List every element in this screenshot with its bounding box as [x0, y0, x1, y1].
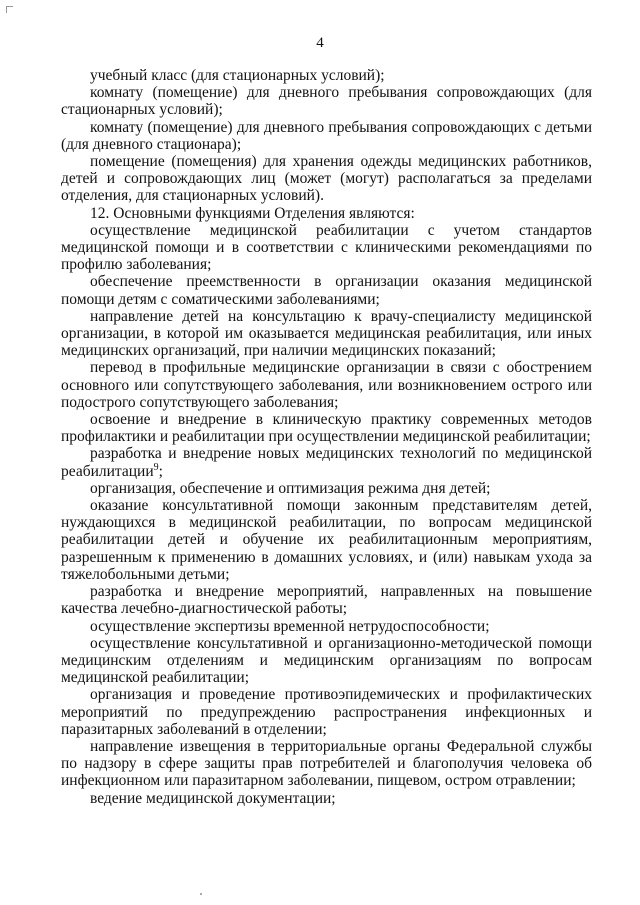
paragraph-with-footnote [61, 445, 592, 479]
paragraph: направление извещения в территориальные органы Федеральной службы по надзору в сфере защиты прав потребителей и благополучия человека об инфекционном или паразитарном заболевании, пищевом, остром отравлении; [61, 737, 592, 790]
paragraph: осуществление консультативной и организационно-методической помощи медицинским отделениям и медицинским организациям по вопросам медицинской реабилитации; [61, 634, 592, 687]
scan-corner-mark [6, 6, 13, 13]
paragraph: осуществление медицинской реабилитации с учетом стандартов медицинской помощи и в соответствии с клиническими рекомендациями по профилю заболевания; [61, 221, 592, 274]
page-number: 4 [316, 35, 324, 51]
paragraph: учебный класс (для стационарных условий); [90, 67, 385, 84]
paragraph: разработка и внедрение мероприятий, направленных на повышение качества лечебно-диагностической работы; [61, 583, 592, 618]
paragraph: организация, обеспечение и оптимизация режима дня детей; [90, 479, 491, 497]
paragraph: направление детей на консультацию к врачу-специалисту медицинской организации, в которой им оказывается медицинская реабилитация, или иных медицинских организаций, при наличии медицинских показаний; [61, 307, 592, 360]
paragraph: перевод в профильные медицинские организации в связи с обострением основного или сопутствующего заболевания, или возникновением острого или подострого сопутствующего заболевания; [61, 359, 592, 411]
paragraph: ведение медицинской документации; [90, 789, 336, 807]
paragraph: осуществление экспертизы временной нетрудоспособности; [90, 617, 490, 635]
paragraph-tail: ; [158, 462, 163, 480]
document-body [61, 67, 592, 807]
footnote-reference: 9 [153, 461, 159, 473]
paragraph: помещение (помещения) для хранения одежды медицинских работников, детей и сопровождающих лиц (может (могут) располагаться за пределами отделения, для стационарных условий). [61, 153, 592, 205]
paragraph: обеспечение преемственности в организации оказания медицинской помощи детям с соматическими заболеваниями; [61, 273, 592, 308]
paragraph-text: разработка и внедрение новых медицинских технологий по медицинской реабилитации [61, 445, 592, 480]
paragraph: комнату (помещение) для дневного пребывания сопровождающих с детьми (для дневного стационара); [61, 118, 592, 153]
scan-artifact [200, 893, 202, 895]
paragraph: организация и проведение противоэпидемических и профилактических мероприятий по предупреждению распространения инфекционных и паразитарных заболеваний в отделении; [61, 686, 592, 738]
paragraph: оказание консультативной помощи законным представителям детей, нуждающихся в медицинской реабилитации, по вопросам медицинской реабилитации детей и обучение их реабилитационным мероприятиям, разрешенным к применению в домашних условиях, и (или) навыкам ухода за тяжелобольными детьми; [61, 497, 592, 583]
section-heading: 12. Основными функциями Отделения являются: [90, 204, 415, 222]
paragraph: освоение и внедрение в клиническую практику современных методов профилактики и реабилитации при осуществлении медицинской реабилитации; [61, 411, 592, 446]
paragraph: комнату (помещение) для дневного пребывания сопровождающих (для стационарных условий); [61, 84, 592, 119]
